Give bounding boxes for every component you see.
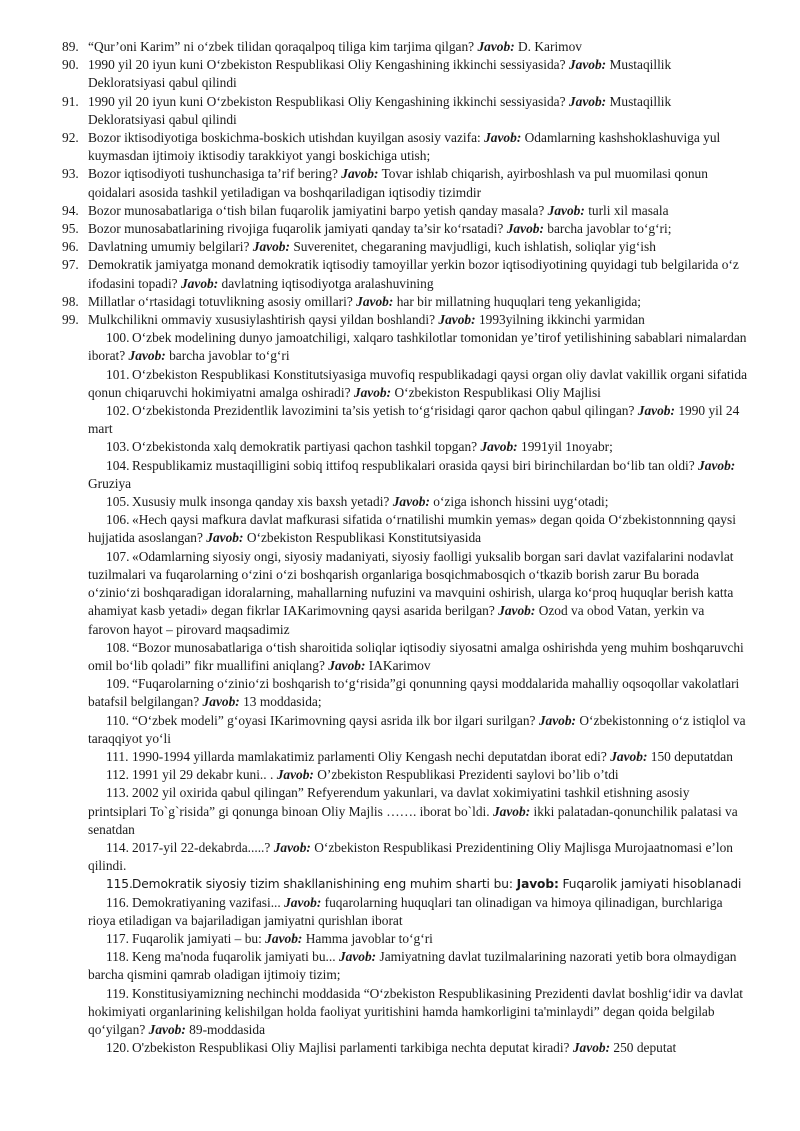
item-number: 102. [106,403,130,419]
answer-label: Javob: [353,384,392,400]
list-item [62,366,748,402]
item-number: 112. [106,767,129,783]
answer-label: Javob: [610,748,648,764]
answer-text: fuqarolarning huquqlari tan olinadigan va himoya qilinadigan, burchlariga rioya etiladigan va bajariladigan jamiyatni qurishlan iborat [88,894,723,928]
answer-label: Javob: [480,439,518,455]
answer-label: Javob: [637,403,675,419]
answer-text: Gruziya [88,475,132,491]
answer-label: Javob: [265,930,303,946]
answer-text: O’zbekiston Respublikasi Prezidenti saylovi bo’lib o’tdi [317,767,619,783]
list-item [62,238,748,256]
item-number: 104. [106,457,130,473]
answer-text: Hamma javoblar to‘g‘ri [305,930,433,946]
list-item [62,675,748,711]
list-item [62,493,748,511]
question-text: Mulkchilikni ommaviy xususiylashtirish qaysi yildan boshlandi? [88,312,436,328]
answer-label: Javob: [180,275,219,291]
item-number: 107. [106,548,130,564]
question-text: 1991 yil 29 dekabr kuni.. . [132,767,274,783]
answer-text: Ozod va obod Vatan, yerkin va farovon hayot – pirovard maqsadimiz [88,603,705,637]
answer-text: Odamlarning kashshoklashuviga yul kuymasdan ijtimoiy iktisodiy tarakkiyot yangi boskichiga utish; [88,130,721,164]
question-text: Keng ma'noda fuqarolik jamiyati bu... [132,949,336,965]
list-item [62,56,748,92]
answer-label: Javob: [273,839,311,855]
item-number: 114. [106,839,129,855]
item-number: 105. [106,494,130,510]
question-text: O‘zbekistonda xalq demokratik partiyasi qachon tashkil topgan? [132,439,478,455]
answer-label: Javob: [338,949,377,965]
question-text: “Fuqarolarning o‘zinio‘zi boshqarish to‘g‘risida”gi qonunning qaysi moddalarida mahalliy oqsoqollar vakolatlari batafsil belgilangan? [88,676,740,710]
list-item [62,457,748,493]
question-text: Demokratiyaning vazifasi... [132,894,281,910]
item-number: 101. [106,366,130,382]
answer-label: Javob: [538,712,577,728]
item-number: 120. [106,1040,130,1056]
item-number: 108. [106,639,130,655]
answer-text: ikki palatadan-qonunchilik palatasi va senatdan [88,803,738,837]
answer-text: 13 moddasida; [243,694,322,710]
answer-label: Javob: [492,803,531,819]
item-number: 89. [62,39,79,54]
answer-label: Javob: [438,312,476,328]
answer-label: Javob: [498,603,536,619]
answer-text: O‘zbekiston Respublikasi Oliy Majlisi [394,384,601,400]
item-number: 99. [62,312,79,328]
answer-text: Mustaqillik Dekloratsiyasi qabul qilindi [88,57,672,91]
list-item [62,93,748,129]
list-item [62,748,748,766]
list-item [62,293,748,311]
question-text: Demokratik jamiyatga monand demokratik iqtisodiy tamoyillar yerkin bozor iqtisodiyotining quyidagi tub belgilarida o‘z ifodasini topadi? [88,257,739,291]
answer-label: Javob: [356,293,394,309]
item-number: 93. [62,166,79,182]
item-number: 92. [62,130,79,146]
question-text: Fuqarolik jamiyati – bu: [132,930,262,946]
question-text: Millatlar o‘rtasidagi totuvlikning asosiy omillari? [88,293,353,309]
item-number: 117. [106,930,129,946]
item-number: 96. [62,239,79,255]
answer-label: Javob: [392,494,430,510]
question-text: Demokratik siyosiy tizim shakllanishining eng muhim sharti bu: [132,877,513,892]
question-text: “O‘zbek modeli” g‘oyasi IKarimovning qaysi asrida ilk bor ilgari surilgan? [132,712,536,728]
answer-text: 89-moddasida [189,1021,266,1037]
answer-label: Javob: [128,348,166,364]
item-number: 115. [106,877,133,892]
list-item [62,38,748,56]
answer-text: 1993yilning ikkinchi yarmidan [478,312,645,328]
answer-label: Javob: [506,221,544,237]
question-text: Respublikamiz mustaqilligini sobiq ittifoq respublikalari orasida qaysi biri birinchilardan bo‘lib tan oldi? [132,457,695,473]
answer-label: Javob: [568,57,607,73]
question-text: Xususiy mulk insonga qanday xis baxsh yetadi? [132,494,390,510]
list-item [62,256,748,292]
answer-label: Javob: [341,166,379,182]
item-number: 106. [106,512,130,528]
answer-text: turli xil masala [588,202,669,218]
answer-label: Javob: [252,239,290,255]
question-text: O‘zbekiston Respublikasi Konstitutsiyasiga muvofiq respublikadagi qaysi organ oliy davlat vakillik organi sifatida qonun chiqaruvchi hokimiyatni amalga oshiradi? [88,366,748,400]
answer-text: Tovar ishlab chiqarish, ayirboshlash va pul muomilasi qonun qoidalari asosida tashkil yetiladigan va boshqariladigan iqtisodiy tizimdir [88,166,708,200]
answer-text: barcha javoblar to‘g‘ri [169,348,290,364]
answer-text: O‘zbekistonning o‘z istiqlol va taraqqiyot yo‘li [88,712,746,746]
answer-text: D. Karimov [518,39,582,54]
question-text: Konstitusiyamizning nechinchi moddasida “O‘zbekiston Respublikasining Prezidenti davlat boshlig‘idir va davlat hokimiyati organlarining kelishilgan holda faoliyat yuritishini hamda hamkorligini ta'minlaydi” degan qoida belgilab qo‘yilgan? [88,985,744,1037]
answer-text: barcha javoblar to‘g‘ri; [547,221,672,237]
question-text: Bozor iqtisodiyoti tushunchasiga ta’rif bering? [88,166,338,182]
answer-text: Jamiyatning davlat tuzilmalarining nazorati yetib bora olmaydigan barcha qismini qamrab oladigan ijtimoiy tizim; [88,949,737,983]
answer-text: IAKarimov [368,657,431,673]
answer-label: Javob: [477,39,515,54]
question-text: O'zbekiston Respublikasi Oliy Majlisi parlamenti tarkibiga nechta deputat kiradi? [132,1040,570,1056]
list-item [62,948,748,984]
question-text: O‘zbek modelining dunyo jamoatchiligi, xalqaro tashkilotlar tomonidan ye’tirof yetilishining sabablari nimalardan iborat? [88,330,747,364]
list-item [62,548,748,639]
answer-label: Javob: [484,130,522,146]
list-item [62,839,748,875]
answer-label: Javob: [547,202,585,218]
answer-text: Fuqarolik jamiyati hisoblanadi [562,877,742,892]
item-number: 97. [62,257,79,273]
list-item [62,766,748,784]
question-text: 1990-1994 yillarda mamlakatimiz parlamenti Oliy Kengash nechi deputatdan iborat edi? [132,748,607,764]
item-number: 116. [106,894,129,910]
item-number: 110. [106,712,129,728]
answer-text: O‘zbekiston Respublikasi Prezidentining Oliy Majlisga Murojaatnomasi e’lon qilindi. [88,839,733,874]
question-text: 2017-yil 22-dekabrda.....? [132,839,271,855]
answer-label: Javob: [328,657,366,673]
list-item [62,402,748,438]
answer-text: 150 deputatdan [650,748,733,764]
answer-text: o‘ziga ishonch hissini uyg‘otadi; [433,494,609,510]
question-text: Bozor munosabatlariga o‘tish bilan fuqarolik jamiyatini barpo yetish qanday masala? [88,202,545,218]
answer-label: Javob: [206,530,244,546]
list-item [62,511,748,547]
answer-text: Suverenitet, chegaraning mavjudligi, kuch ishlatish, soliqlar yig‘ish [293,239,656,255]
list-item [62,712,748,748]
item-number: 109. [106,676,130,692]
question-list [62,38,748,1057]
list-item [62,165,748,201]
answer-label: Javob: [148,1021,186,1037]
answer-text: 1990 yil 24 mart [88,403,740,437]
question-text: «Hech qaysi mafkura davlat mafkurasi sifatida o‘rnatilishi mumkin yemas» degan qoida O‘zbekistonnning qaysi hujjatida asoslangan? [88,512,736,546]
question-text: “Bozor munosabatlariga o‘tish sharoitida soliqlar iqtisodiy siyosatni amalga oshirishda yeng muhim boshqaruvchi omil bo‘lib qoladi” fikr muallifini aniqlang? [88,639,744,673]
list-item [62,985,748,1040]
question-text: 1990 yil 20 iyun kuni O‘zbekiston Respublikasi Oliy Kengashining ikkinchi sessiyasida? [88,93,566,109]
list-item [62,311,748,329]
item-number: 113. [106,785,129,801]
list-item [62,875,748,893]
item-number: 90. [62,57,79,73]
answer-text: Mustaqillik Dekloratsiyasi qabul qilindi [88,93,672,127]
list-item [62,220,748,238]
answer-label: Javob: [202,694,240,710]
item-number: 118. [106,949,129,965]
answer-label: Javob: [698,457,736,473]
item-number: 94. [62,202,79,218]
list-item [62,784,748,839]
item-number: 98. [62,293,79,309]
question-text: O‘zbekistonda Prezidentlik lavozimini ta’sis yetish to‘g‘risidagi qaror qachon qabul qilingan? [132,403,635,419]
list-item [62,329,748,365]
item-number: 100. [106,330,130,346]
question-text: 2002 yil oxirida qabul qilingan” Refyerendum yakunlari, va davlat xokimiyatini tashkil etishning asosiy printsiplari To`g`risida” gi qonunga binoan Oliy Majlis ……. iborat bo`ldi. [88,785,690,819]
list-item [62,1039,748,1057]
answer-label: Javob: [284,894,322,910]
list-item [62,894,748,930]
question-text: Davlatning umumiy belgilari? [88,239,250,255]
item-number: 119. [106,985,129,1001]
answer-text: davlatning iqtisodiyotga aralashuvining [221,275,434,291]
answer-label: Javob: [572,1040,611,1056]
list-item [62,639,748,675]
list-item [62,129,748,165]
question-text: Bozor munosabatlarining rivojiga fuqarolik jamiyati qanday ta’sir ko‘rsatadi? [88,221,504,237]
question-text: Bozor iktisodiyotiga boskichma-boskich utishdan kuyilgan asosiy vazifa: [88,130,481,146]
list-item [62,930,748,948]
answer-text: 250 deputat [613,1040,677,1056]
answer-label: Javob: [276,767,314,783]
answer-text: O‘zbekiston Respublikasi Konstitutsiyasida [246,530,482,546]
item-number: 111. [106,748,129,764]
answer-label: Javob: [516,877,559,892]
answer-label: Javob: [568,93,607,109]
answer-text: 1991yil 1noyabr; [521,439,613,455]
question-text: 1990 yil 20 iyun kuni O‘zbekiston Respublikasi Oliy Kengashining ikkinchi sessiyasida? [88,57,566,73]
list-item [62,438,748,456]
answer-text: har bir millatning huquqlari teng yekanligida; [396,293,642,309]
list-item [62,202,748,220]
question-text: “Qur’oni Karim” ni o‘zbek tilidan qoraqalpoq tiligа kim tarjima qilgan? [88,39,475,54]
item-number: 95. [62,221,79,237]
item-number: 91. [62,93,79,109]
item-number: 103. [106,439,130,455]
question-text: «Odamlarning siyosiy ongi, siyosiy madaniyati, siyosiy faolligi yuksalib borgan sari davlat vazifalarini nodavlat tuzilmalari va fuqarolarning o‘zini o‘zi boshqarish organlariga bosqichmabosqich o‘tkazib borish zarur Bu borada o‘zinio‘zi boshqaradigan idoralarning, mahallarning nufuzini va mavquini oshirish, ularga ko‘proq huquqlar berish katta ahamiyat kasb yetadi» degan fikrlar IAKarimovning qaysi asarida berilgan? [88,548,734,619]
